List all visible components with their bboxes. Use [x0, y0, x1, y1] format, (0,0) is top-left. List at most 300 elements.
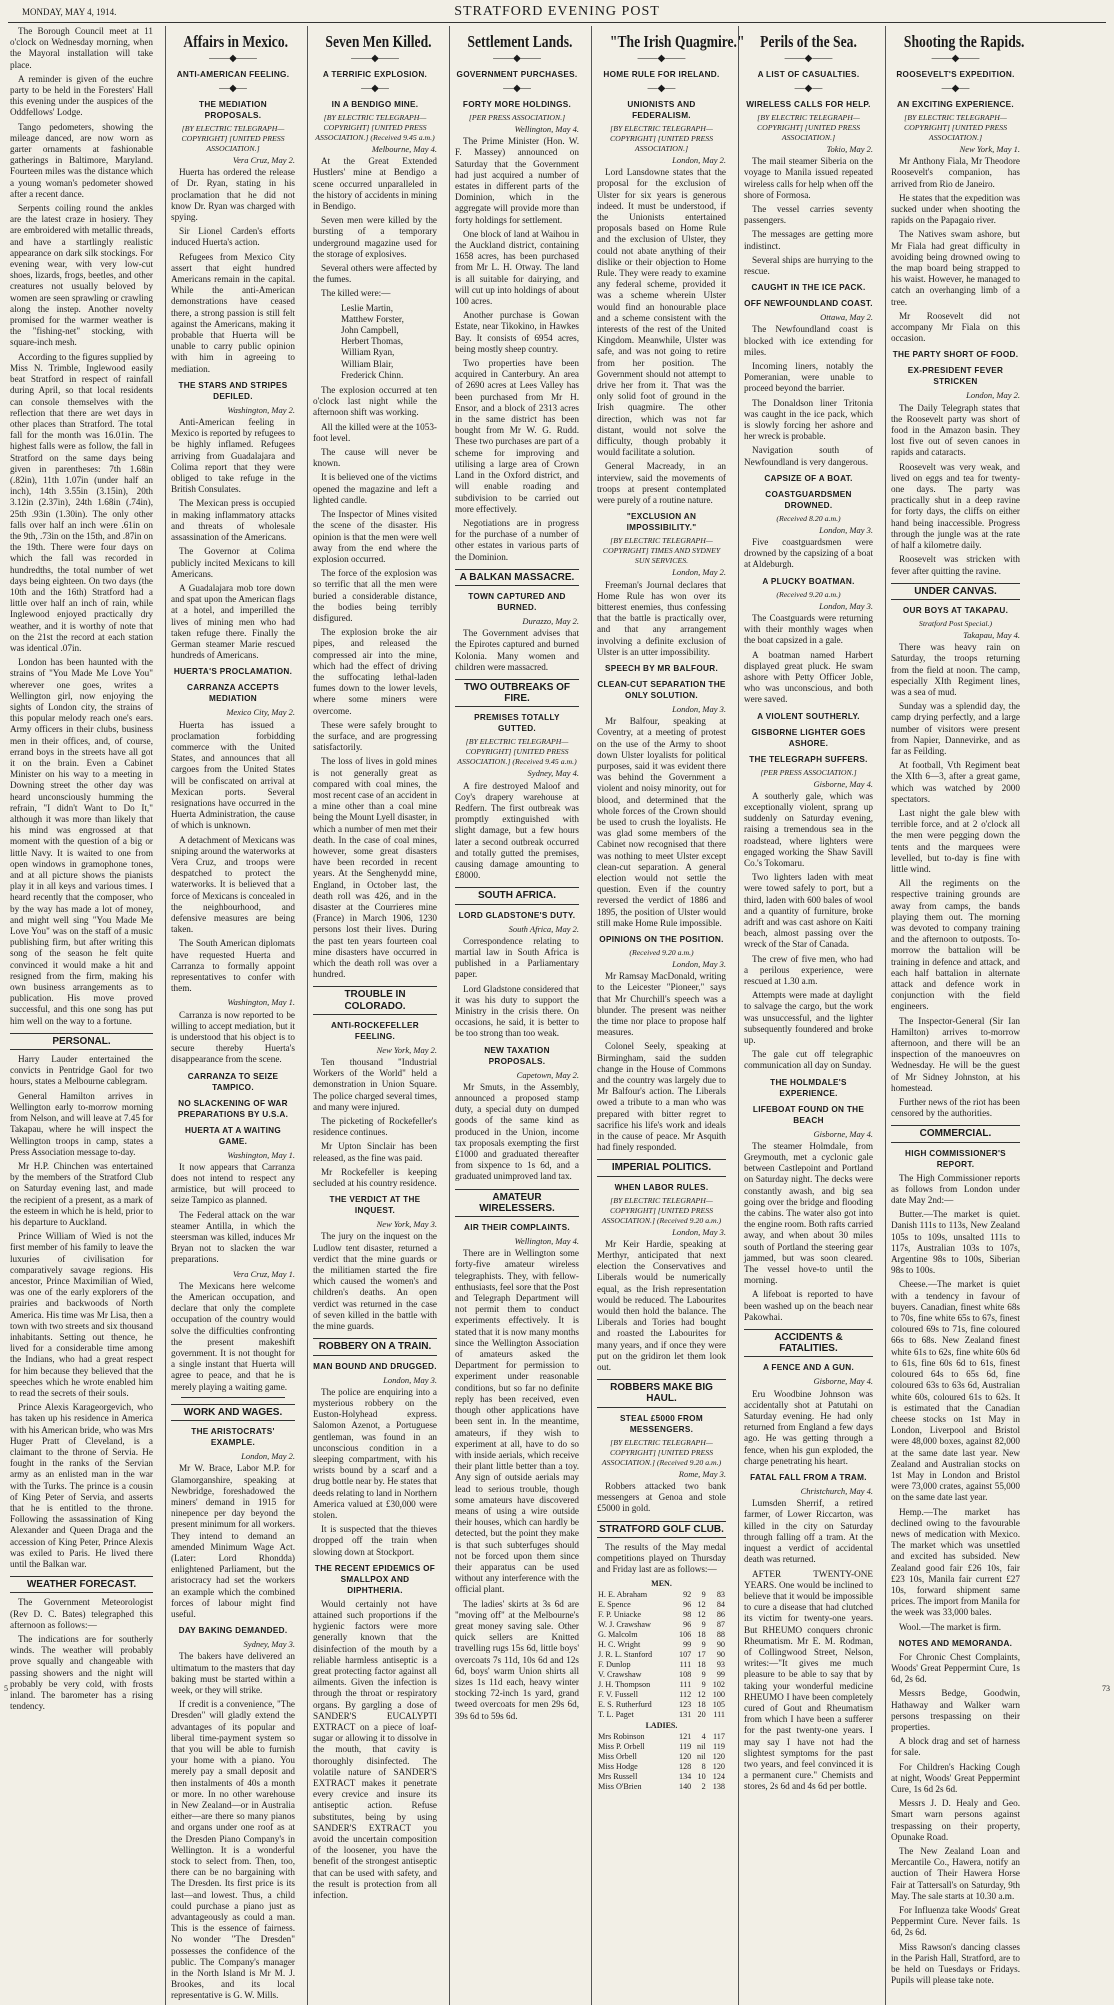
list-item: Frederick Chinn.: [341, 369, 404, 380]
dateline: Tokio, May 2.: [826, 144, 873, 154]
article-body: [313, 1387, 437, 1558]
player-name: Miss Hodge: [598, 1762, 638, 1772]
paragraph: The High Commissioner reports as follows from London under date May 2nd:—: [891, 1172, 1020, 1206]
subhead: AN EXCITING EXPERIENCE.: [897, 100, 1014, 109]
article-body: [171, 417, 295, 661]
paragraph: Mr H.P. Chinchen was entertained by the members of the Stratford Club on Saturday evening last, and made the recipient of a present, as a mark of the esteem in which he is held, prior to his departure to Auckland.: [10, 1160, 153, 1227]
score-cell: 120: [712, 1762, 725, 1772]
score-cell: 17: [697, 1650, 706, 1660]
article-body: [313, 1057, 437, 1189]
paragraph: There was heavy rain on Saturday, the troops returning from the field at noon. The camp, especially XIth Regiment lines, was a sea of mud.: [891, 642, 1020, 697]
article-body: [744, 1389, 873, 1467]
paragraph: The Donaldson liner Tritonia was caught in the ice pack, which is slowly forcing her ashore and her wreck is probable.: [744, 397, 873, 442]
paragraph: The New Zealand Loan and Mercantile Co., Hawera, notify an auction of Their Hawera Horse Fair at Tattersall's on Saturday, 9th May. The sale starts at 10.30 a.m.: [891, 1846, 1020, 1901]
subhead: OUR BOYS AT TAKAPAU.: [902, 605, 1009, 615]
dateline: Sydney, May 4.: [527, 768, 579, 779]
subhead: A TERRIFIC EXPLOSION.: [322, 70, 428, 79]
paragraph: The messages are getting more indistinct.: [744, 229, 873, 251]
paragraph: The South American diplomats have requested Huerta and Carranza to formally appoint representatives to confer with them.: [171, 938, 295, 994]
paragraph: A boatman named Harbert displayed great pluck. He swam ashore with Petty Officer Joble, who was unconscious, and both were saved.: [744, 649, 873, 705]
paragraph: The force of the explosion was so terrific that all the men were buried a considerable distance, the bodies being terribly disfigured.: [313, 568, 437, 623]
paragraph: The Daily Telegraph states that the Roosevelt party was short of food in the Amazon basin. They lost five out of seven canoes in rapids and cataracts.: [891, 402, 1020, 458]
ladies-results: [597, 1732, 726, 1792]
dateline: Ottawa, May 2.: [820, 312, 873, 323]
article-body: [313, 385, 437, 980]
weather-heading: WEATHER FORECAST.: [10, 1576, 153, 1593]
table-row: [597, 1650, 726, 1660]
paragraph: Butter.—The market is quiet. Danish 111s to 113s, New Zealand 105s to 109s, unsalted 111s to 117s, Australian 103s to 107s, Argentine 98s to 100s, Siberian 98s to 100s.: [891, 1209, 1020, 1276]
paragraph: The picketing of Rockefeller's residence continues.: [313, 1116, 437, 1138]
dateline: Gisborne, May 4.: [813, 1376, 873, 1387]
article-body: [597, 971, 726, 1153]
paragraph: At football, Vth Regiment beat the XIth 6—3, after a great game, which was watched by 2000 spectators.: [891, 760, 1020, 804]
paragraph: Freeman's Journal declares that Home Rule has won over its bitterest enemies, thus confessing that the battle is practically over, and that any arrangement involving a definite exclusion of Ulster is an utter impossibility.: [597, 579, 726, 657]
subhead: IN A BENDIGO MINE.: [331, 100, 419, 109]
player-name: J. H. Thompson: [598, 1680, 651, 1690]
advertisement-body: [313, 1599, 437, 1901]
score-cell: 9: [701, 1670, 706, 1680]
paragraph: Two lighters laden with meat were towed safely to port, but a third, laden with 600 bales of wool and a quantity of furniture, broke adrift and was cast ashore on Kaiti beach, almost passing over the wreck of the Star of Canada.: [744, 872, 873, 950]
score-cell: 93: [716, 1660, 725, 1670]
subhead: COASTGUARDSMEN DROWNED.: [765, 489, 852, 510]
received-time: (Received 9.20 a.m.): [629, 947, 694, 957]
men-heading: MEN.: [651, 1579, 672, 1589]
columns: [8, 26, 1104, 2001]
paragraph: Mr Balfour, speaking at Coventry, at a meeting of protest on the use of the Army to shoot down Ulster loyalists for political purposes, said it was evident there was behind the Government a violent and noisy minority, out for blood, and determined that the whole forces of the Crown should be used to crush the loyalists. He was glad some members of the Cabinet now recognised that there was nothing to meet Ulster except clean-cut separation. A general election would not settle the question. Even if the country reversed the verdict of 1886 and 1895, the position of Ulster would still make Home Rule impossible.: [597, 716, 726, 928]
paragraph: Sunday was a splendid day, the camp drying perfectly, and a large number of visitors were present from Napier, Dannevirke, and as far as Feilding.: [891, 701, 1020, 756]
score-cell: 124: [712, 1772, 725, 1782]
subhead: EX-PRESIDENT FEVER STRICKEN: [907, 366, 1004, 387]
subhead: "EXCLUSION AN IMPOSSIBILITY.": [626, 512, 697, 533]
table-row: [597, 1600, 726, 1610]
wire-credit: [BY ELECTRIC TELEGRAPH—COPYRIGHT] [UNITED PRESS ASSOCIATION.] (Received 9.45 a.m.): [315, 113, 435, 142]
article-body: [171, 1463, 295, 1620]
paragraph: Mr Upton Sinclair has been released, as the fine was paid.: [313, 1141, 437, 1163]
subhead: A PLUCKY BOATMAN.: [762, 576, 855, 586]
paragraph: The Government advises that the Epirotes captured and burned Kolonia. Many women and children were massacred.: [455, 628, 579, 672]
paragraph: Attempts were made at daylight to salvage the cargo, but the work was unsuccessful, and the lighter subsequently foundered and broke up.: [744, 990, 873, 1045]
paragraph: Huerta has issued a proclamation forbidding commerce with the United States, and announces that all cargoes from the United States will be confiscated on arrival at Mexican ports. Several resignations have occurred in the Huerta Administration, the cause of which is unknown.: [171, 719, 295, 831]
column-3: [307, 26, 442, 2005]
paragraph: The cause will never be known.: [313, 447, 437, 469]
ornament-rule: —◆—: [941, 83, 970, 94]
paragraph: For Chronic Chest Complaints, Woods' Great Peppermint Cure, 1s 6d, 2s 6d.: [891, 1651, 1020, 1685]
subhead: UNIONISTS AND FEDERALISM.: [627, 100, 696, 120]
score-cell: 111: [679, 1660, 692, 1670]
paragraph: General Macready, in an interview, said the movements of troops at present contemplated were purely of a routine nature.: [597, 461, 726, 506]
score-cell: 121: [678, 1732, 692, 1742]
score-cell: 83: [716, 1590, 725, 1600]
score-cell: 10: [697, 1772, 706, 1782]
headline-south-africa: SOUTH AFRICA.: [455, 887, 579, 904]
headline-irish-quagmire: "The Irish Quagmire.": [609, 32, 745, 51]
dateline: South Africa, May 2.: [508, 923, 579, 934]
paragraph: The vessel carries seventy passengers.: [744, 204, 873, 226]
headline-wireless: AMATEUR WIRELESSERS.: [455, 1189, 579, 1217]
paragraph: Incoming liners, notably the Pomeranian, were unable to proceed beyond the barrier.: [744, 361, 873, 394]
paragraph: One block of land at Waihou in the Auckland district, containing 1658 acres, has been purchased from Mr L. H. Otway. The land is all suitable for dairying, and will cut up into holdings of about 100 acres.: [455, 228, 579, 307]
table-row: [597, 1630, 726, 1640]
ornament-rule: —◆—: [219, 83, 247, 94]
score-cell: 88: [716, 1630, 725, 1640]
list-item: Matthew Forster,: [341, 313, 404, 324]
article-body: [313, 1231, 437, 1332]
player-name: Miss P. Orbell: [598, 1742, 645, 1752]
subhead: HOME RULE FOR IRELAND.: [603, 70, 720, 79]
subhead: ANTI-AMERICAN FEELING.: [176, 70, 290, 79]
subhead: AIR THEIR COMPLAINTS.: [464, 1223, 570, 1233]
paragraph: The steamer Holmdale, from Greymouth, met a cyclonic gale between Castlepoint and Portland on Saturday night. The decks were constantly awash, and big sea going over the bridge and flooding the cabins. The water also got into the engine room. Both rafts carried away, and when about 30 miles south of Portland the steering gear jammed, but was soon cleared. The vessel hove-to until the morning.: [744, 1140, 873, 1286]
dateline: London, May 3.: [672, 1226, 726, 1237]
article-body: [744, 324, 873, 467]
ornament-rule: ——◆——: [209, 53, 257, 64]
player-name: J. R. L. Stanford: [598, 1650, 653, 1660]
table-row: [597, 1762, 726, 1772]
article-body: [597, 1481, 726, 1515]
paragraph: Seven men were killed by the bursting of a temporary underground magazine used for the storage of explosives.: [313, 215, 437, 259]
article-body: [455, 936, 579, 1040]
paragraph: All the regiments on the respective training grounds are away from camps, the bands playing them out. The morning was devoted to company training and the afternoon to outposts. To-morrow the battalion will be training in defence and attack, and each half battalion in alternate attack and defence work in conjunction with the field engineers.: [891, 878, 1020, 1012]
score-cell: 18: [697, 1700, 706, 1710]
paragraph: The killed were:—: [321, 288, 391, 299]
column-4: [449, 26, 584, 2005]
subhead: THE VERDICT AT THE INQUEST.: [329, 1195, 421, 1216]
player-name: Miss O'Brien: [598, 1782, 642, 1792]
player-name: Miss Orbell: [598, 1752, 637, 1762]
personal-heading: PERSONAL.: [10, 1033, 153, 1050]
subhead: A FENCE AND A GUN.: [762, 1363, 855, 1373]
paragraph: The explosion broke the air pipes, and released the compressed air into the mine, which had the effect of driving the suffocating lethal-laden fumes down to the lower levels, where some miners were overcome.: [313, 627, 437, 716]
subhead: WIRELESS CALLS FOR HELP.: [746, 100, 871, 109]
headline-fire: TWO OUTBREAKS OF FIRE.: [455, 679, 579, 707]
column-1: [8, 26, 158, 2005]
table-row: [597, 1590, 726, 1600]
notes-body: [891, 1652, 1020, 1987]
special-credit: Stratford Post Special.): [918, 618, 993, 628]
score-cell: 138: [712, 1782, 725, 1792]
dateline: Gisborne, May 4.: [813, 778, 873, 789]
dateline: Sydney, May 3.: [243, 1639, 295, 1650]
score-cell: 107: [678, 1650, 692, 1660]
headline-settlement-lands: Settlement Lands.: [467, 32, 573, 51]
score-cell: 84: [716, 1600, 725, 1610]
score-cell: 117: [713, 1732, 725, 1742]
column-6: [738, 26, 878, 2005]
article-body: [171, 167, 295, 375]
headline-mexico: Affairs in Mexico.: [183, 32, 289, 51]
headline-commercial: COMMERCIAL.: [891, 1125, 1020, 1142]
subhead: PREMISES TOTALLY GUTTED.: [474, 713, 560, 734]
dateline: New York, May 1.: [959, 144, 1020, 154]
player-name: F. Dunlop: [598, 1660, 631, 1670]
dateline: London, May 3.: [819, 600, 873, 611]
score-cell: 12: [697, 1690, 706, 1700]
paragraph: The Mexican press is occupied in making inflammatory attacks and threats of wholesale assassination of the Americans.: [171, 498, 295, 543]
dateline: London, May 3.: [383, 1374, 437, 1385]
player-name: H. E. Abraham: [598, 1590, 648, 1600]
table-row: [597, 1640, 726, 1650]
paragraph: The Mexicans here welcome the American occupation, and declare that only the complete occupation of the country would solve the difficulties confronting the present makeshift government. It is not thought for a single instant that Huerta will agree to peace, and that he is merely playing a waiting game.: [171, 1280, 295, 1392]
table-row: [597, 1620, 726, 1630]
ornament-rule: —◆—: [503, 83, 531, 94]
player-name: E. S. Rutherfurd: [598, 1700, 652, 1710]
subhead: ROOSEVELT'S EXPEDITION.: [896, 70, 1015, 79]
paragraph: He states that the expedition was sucked under when shooting the rapids on the Papagaio river.: [891, 192, 1020, 226]
paragraph: If credit is a convenience, "The Dresden" will gladly extend the advantages of its popular and liberal time-payment system so that you will be able to furnish your home with a piano. You merely pay a small deposit and then instalments of 40s a month or more. In no other warehouse in New Zealand—or in Australia either—are there so many pianos and organs under one roof as at the Dresden Piano Company's in Wellington. It is a wonderful stock to select from. Then, too, there can be no bargaining with The Dresden. Its first price is its last—and lowest. Thus, a child could purchase a piano just as advantageously as could a man. This is the essence of fairness. No wonder "The Dresden" possesses the confidence of the public. The Company's manager in the North Island is Mr M. J. Brookes, and its local representative is G. W. Mills.: [171, 1699, 295, 2001]
paragraph: Lumsden Sherrif, a retired farmer, of Lower Riccarton, was killed in the city on Saturday through falling off a tram. At the inquest a verdict of accidental death was returned.: [744, 1498, 873, 1565]
table-row: [597, 1782, 726, 1792]
score-cell: nil: [697, 1742, 706, 1752]
paragraph: Prince William of Wied is not the first member of his family to leave the luxuries of civilisation for comparatively savage regions. His ancestor, Prince Maximilian of Wied, was one of the early explorers of the prairies and backwoods of North America. His time was Mr Lisa, then a town with two streets and six thousand inhabitants. Setting out thence, he lived for a considerable time among the Indians, who had a great respect for him because they believed that the speeches which he wrote enabled him to read the secrets of their souls.: [10, 1231, 153, 1398]
paragraph: Mr Smuts, in the Assembly, announced a proposed stamp duty, a special duty on dumped goods of the same kind as produced in the Union, income tax proposals exempting the first £1000 and graduated thereafter from sixpence to 1s 6d, and a graduated unimproved land tax.: [455, 1081, 579, 1182]
table-row: [597, 1660, 726, 1670]
paragraph: Mr Ramsay MacDonald, writing to the Leicester "Pioneer," says that Mr Churchill's speech was a blunder. The present was neither the time nor place to propose half measures.: [597, 971, 726, 1038]
local-notes: [10, 26, 153, 1027]
subhead: TOWN CAPTURED AND BURNED.: [468, 591, 566, 612]
paragraph: The Prime Minister (Hon. W. F. Massey) announced on Saturday that the Government had just acquired a number of estates in different parts of the Dominion, which in the aggregate will provide more than forty holdings for settlement.: [455, 136, 579, 225]
paragraph: The bakers have delivered an ultimatum to the masters that day baking must be started within a week, or they will strike.: [171, 1651, 295, 1695]
score-cell: 2: [701, 1782, 706, 1792]
score-cell: 12: [697, 1600, 706, 1610]
score-cell: 131: [678, 1710, 692, 1720]
paragraph: A detachment of Mexicans was sniping around the waterworks at Vera Cruz, and troops were despatched to protect the waterworks. It is believed that a force of Mexicans is concealed in the neighbourhood, and defensive measures are being taken.: [171, 834, 295, 935]
paragraph: For Children's Hacking Cough at night, Woods' Great Peppermint Cure, 1s 6d 2s 6d.: [891, 1761, 1020, 1794]
score-cell: 100: [712, 1690, 725, 1700]
paragraph: All the killed were at the 1053-foot level.: [313, 421, 437, 443]
player-name: Mrs Russell: [598, 1772, 638, 1782]
issue-date: MONDAY, MAY 4, 1914.: [22, 7, 117, 17]
table-row: [597, 1700, 726, 1710]
subhead: GISBORNE LIGHTER GOES ASHORE.: [751, 727, 866, 748]
dateline: Vera Cruz, May 2.: [232, 155, 295, 165]
subhead: NEW TAXATION PROPOSALS.: [484, 1045, 550, 1066]
paragraph: The gale cut off telegraphic communication all day on Sunday.: [744, 1049, 873, 1071]
subhead: MAN BOUND AND DRUGGED.: [313, 1361, 437, 1371]
subhead: THE MEDIATION PROPOSALS.: [199, 100, 267, 120]
dateline: Mexico City, May 2.: [226, 707, 295, 718]
subhead: THE PARTY SHORT OF FOOD.: [892, 350, 1019, 360]
dateline: Capetown, May 2.: [516, 1069, 579, 1080]
paragraph: Lord Lansdowne states that the proposal for the exclusion of Ulster for six years is generous indeed. It must be understood, if the Unionists entertained proposals based on Home Rule and the exclusion of Ulster, they could not abate anything of their dislike or their objection to Home Rule. They were ready to examine any federal scheme, provided it was a scheme wherein Ulster would find an honourable place and a scheme consistent with the interests of the rest of the United Kingdom. Meanwhile, Ulster was safe, and was not going to retire from her position. The Government should not attempt to drive her from it. That was the only solid foot of ground in the Irish quagmire. The other direction, which was not far distant, would not solve the difficulty, though probably it would facilitate a solution.: [597, 167, 726, 458]
paragraph: The Governor at Colima publicly incited Mexicans to kill Americans.: [171, 546, 295, 579]
article-body: [455, 628, 579, 673]
paragraph: Mr Anthony Fiala, Mr Theodore Roosevelt's companion, has arrived from Rio de Janeiro.: [891, 156, 1020, 189]
subhead: CAPSIZE OF A BOAT.: [764, 473, 853, 483]
dateline: London, May 2.: [672, 567, 726, 578]
score-cell: 9: [701, 1680, 706, 1690]
score-cell: 99: [683, 1640, 692, 1650]
paragraph: Roosevelt was very weak, and lived on eggs and tea for twenty-one days. The party was practically shut in a deep ravine for forty days, the cliffs on either hand being inaccessible. Progress through the jungle was at the rate of half a kilometre daily.: [891, 461, 1020, 551]
paragraph: The Newfoundland coast is blocked with ice extending for miles.: [744, 324, 873, 357]
table-row: [597, 1742, 726, 1752]
paragraph: The crew of five men, who had a perilous experience, were rescued at 1.30 a.m.: [744, 953, 873, 986]
dateline: Rome, May 3.: [678, 1468, 726, 1479]
article-body: [455, 136, 579, 563]
dateline: Takapau, May 4.: [963, 629, 1020, 640]
score-cell: 92: [683, 1590, 692, 1600]
dateline: Wellington, May 4.: [514, 124, 579, 134]
table-row: [597, 1710, 726, 1720]
article-body: [891, 156, 1020, 344]
article-body: [313, 156, 437, 299]
player-name: Mrs Robinson: [598, 1732, 645, 1742]
score-cell: 120: [678, 1752, 692, 1762]
paragraph: The jury on the inquest on the Ludlow tent disaster, returned a verdict that the mine guards or the militiamen started the fire which caused the women's and children's deaths. An open verdict was returned in the case of seven killed in the battle with the mine guards.: [313, 1231, 437, 1332]
paragraph: Tango pedometers, showing the mileage danced, are now worn as garter ornaments at fashionable gatherings in Baltimore, Maryland. Fourteen miles was the distance which a young woman's pedometer showed after a recent dance.: [10, 121, 153, 199]
subhead: STEAL £5000 FROM MESSENGERS.: [620, 1413, 703, 1434]
men-results: [597, 1590, 726, 1720]
dateline: Vera Cruz, May 1.: [232, 1268, 295, 1279]
list-item: John Campbell,: [341, 325, 399, 336]
subhead: GOVERNMENT PURCHASES.: [456, 70, 578, 79]
paragraph: For Influenza take Woods' Great Peppermint Cure. Never fails. 1s 6d, 2s 6d.: [891, 1905, 1020, 1938]
paragraph: Messrs J. D. Healy and Geo. Smart warn persons against trespassing on their property, Opunake Road.: [891, 1798, 1020, 1842]
player-name: E. Spence: [598, 1600, 631, 1610]
wire-credit: [PER PRESS ASSOCIATION.]: [760, 767, 857, 777]
score-cell: 105: [712, 1700, 725, 1710]
article-body: [744, 1498, 873, 1792]
dateline: Washington, May 1.: [227, 1149, 295, 1160]
article-body: [455, 1082, 579, 1183]
dateline: Gisborne, May 4.: [813, 1128, 873, 1139]
player-name: G. Malcolm: [598, 1630, 638, 1640]
paragraph: A southerly gale, which was exceptionally violent, sprang up suddenly on Saturday evening, raising a tremendous sea in the roadstead, where lighters were engaged working the Shaw Savill Co.'s Tokomaru.: [744, 790, 873, 868]
paragraph: Another purchase is Gowan Estate, near Tikokino, in Hawkes Bay. It consists of 6954 acres, being mostly sheep country.: [455, 310, 579, 354]
paragraph: Mr Keir Hardie, speaking at Merthyr, anticipated that next election the Conservatives and Liberals would be numerically equal, as the Irish representation would be reduced. The Labourites would then hold the balance. The Liberals and Tories had bought and roasted the Labourites for many years, and if once they were put on the gridiron let them look out.: [597, 1238, 726, 1373]
headline-shooting-rapids: Shooting the Rapids.: [903, 32, 1025, 51]
dateline: London, May 2.: [966, 390, 1020, 401]
wire-credit: [BY ELECTRIC TELEGRAPH—COPYRIGHT] [UNITED PRESS ASSOCIATION.]: [181, 124, 285, 153]
paragraph: Navigation south of Newfoundland is very dangerous.: [744, 445, 873, 467]
paragraph: A block drag and set of harness for sale.: [891, 1736, 1020, 1758]
footer-mark-left: 5: [4, 1684, 8, 1693]
table-row: [597, 1752, 726, 1762]
paragraph: A fire destroyed Maloof and Coy's drapery warehouse at Redfern. The first outbreak was promptly extinguished with slight damage, but a few hours later a second outbreak occurred and totally gutted the premises, causing damage amounting to £8000.: [455, 780, 579, 881]
score-cell: 86: [716, 1610, 725, 1620]
weather-notes: [10, 1597, 153, 1712]
paragraph: Ten thousand "Industrial Workers of the World" held a demonstration in Union Square. The police charged several times, and many were injured.: [313, 1057, 437, 1112]
paragraph: It is believed one of the victims opened the magazine and left a lighted candle.: [313, 472, 437, 505]
subhead: THE ARISTOCRATS' EXAMPLE.: [191, 1427, 275, 1448]
dateline: London, May 3.: [819, 524, 873, 535]
player-name: W. J. Crawshaw: [598, 1620, 651, 1630]
paragraph: Messrs Bedge, Goodwin, Hathaway and Walker warn persons trespassing on their properties.: [891, 1688, 1020, 1732]
paragraph: The Natives swam ashore, but Mr Fiala had great difficulty in avoiding being drowned owing to the map board being strapped to his waist. However, he managed to catch an overhanging limb of a tree.: [891, 229, 1020, 307]
subhead: A VIOLENT SOUTHERLY.: [757, 711, 860, 721]
subhead: LIFEBOAT FOUND ON THE BEACH: [752, 1104, 865, 1125]
subhead: CAUGHT IN THE ICE PACK.: [751, 283, 866, 293]
score-cell: 4: [701, 1732, 706, 1742]
paragraph: Last night the gale blew with terrible force, and at 2 o'clock all the men were pegging down the tents and the marquees were levelled, but to-day is fine with little wind.: [891, 807, 1020, 874]
score-cell: 111: [713, 1710, 725, 1720]
paragraph: Refugees from Mexico City assert that eight hundred Americans remain in the capital. While the anti-American demonstrations have ceased there, a strong passion is still felt against the Americans, making it probable that Huerta will be unable to carry public opinion with him in agreeing to mediation.: [171, 251, 295, 374]
subhead: THE STARS AND STRIPES DEFILED.: [178, 380, 288, 401]
subhead: THE TELEGRAPH SUFFERS.: [749, 754, 868, 764]
subhead: OPINIONS ON THE POSITION.: [599, 934, 724, 944]
paragraph: The ladies' skirts at 3s 6d are "moving off" at the Melbourne's great money saving sale. Other quick sellers are Knitted travelling rugs 15s 6d, little boys' overcoats 7s 11d, 10s 6d and 12s 6d, boys' warm Union shirts all sizes 1s 11d each, heavy winter stocking 72-inch 1s yard, grand tweed overcoats for men 29s 6d, 39s 6d to 59s 6d.: [455, 1598, 579, 1721]
article-body: [597, 1239, 726, 1373]
score-cell: 9: [701, 1640, 706, 1650]
paragraph: A lifeboat is reported to have been washed up on the beach near Pakowhai.: [744, 1289, 873, 1322]
ornament-rule: ——◆——: [784, 53, 833, 64]
paragraph: Would certainly not have attained such proportions if the hygienic factors were more generally known that the disinfection of the mouth by a reliable harmless antiseptic is a great protecting factor against all ailments. Given the infection is through the throat or respiratory organs. By gargling a dose of SANDER'S EUCALYPTI EXTRACT on a piece of loaf-sugar or allowing it to dissolve in the mouth, that cavity is thoroughly disinfected. The volatile nature of SANDER'S EXTRACT makes it penetrate every crevice and insure its antiseptic action. Refuse substitutes, being by using SANDER'S EXTRACT you avoid the uncertain composition of the loosener, you have the benefit of the strongest antiseptic that can be used with safety, and the result is protection from all infection.: [313, 1598, 437, 1901]
ornament-rule: —◆—: [361, 83, 389, 94]
subhead: LORD GLADSTONE'S DUTY.: [458, 910, 576, 920]
score-cell: 112: [679, 1690, 692, 1700]
player-name: T. L. Paget: [598, 1710, 634, 1720]
score-cell: 98: [683, 1610, 692, 1620]
paragraph: The results of the May medal competitions played on Thursday and Friday last are as follows:—: [597, 1541, 726, 1575]
paragraph: Wool.—The market is firm.: [899, 1621, 1002, 1632]
score-cell: nil: [697, 1752, 706, 1762]
victims-list: [313, 303, 437, 381]
headline-accidents: ACCIDENTS & FATALITIES.: [744, 1329, 873, 1357]
score-cell: 108: [678, 1670, 692, 1680]
score-cell: 90: [716, 1650, 725, 1660]
headline-perils-sea: Perils of the Sea.: [760, 32, 857, 51]
score-cell: 119: [713, 1742, 725, 1752]
wire-credit: [BY ELECTRIC TELEGRAPH—COPYRIGHT] [UNITED PRESS ASSOCIATION.]: [609, 124, 714, 153]
score-cell: 9: [701, 1620, 706, 1630]
subhead: HUERTA AT A WAITING GAME.: [184, 1125, 282, 1146]
score-cell: 8: [701, 1762, 706, 1772]
paragraph: Correspondence relating to martial law in South Africa is published in a Parliamentary paper.: [455, 935, 579, 980]
paragraph: The Inspector of Mines visited the scene of the disaster. His opinion is that the men were well away from the end where the explosion occurred.: [313, 509, 437, 564]
subhead: FORTY MORE HOLDINGS.: [462, 100, 572, 109]
subhead: CARRANZA ACCEPTS MEDIATION: [187, 683, 279, 704]
subhead: OFF NEWFOUNDLAND COAST.: [744, 299, 873, 309]
paragraph: Lord Gladstone considered that it was his duty to support the Ministry in the crisis there. On occasions, he said, it is better to be too strong than too weak.: [455, 983, 579, 1039]
score-cell: 134: [678, 1772, 692, 1782]
score-cell: 99: [716, 1670, 725, 1680]
score-cell: 18: [697, 1630, 706, 1640]
article-body: [455, 1248, 579, 1722]
wire-credit: [BY ELECTRIC TELEGRAPH—COPYRIGHT] [UNITED PRESS ASSOCIATION.]: [756, 113, 861, 142]
article-body: [891, 403, 1020, 577]
paragraph: Roosevelt was stricken with fever after quitting the ravine.: [891, 554, 1020, 576]
ornament-rule: ——◆——: [493, 53, 541, 64]
article-body: [744, 613, 873, 706]
subhead: CARRANZA TO SEIZE TAMPICO.: [187, 1071, 279, 1092]
subhead: NO SLACKENING OF WAR PREPARATIONS BY U.S.A.: [177, 1098, 289, 1119]
dateline: Melbourne, May 4.: [371, 144, 437, 154]
player-name: F. V. Fussell: [598, 1690, 638, 1700]
article-body: [171, 1010, 295, 1066]
article-body: [891, 1173, 1020, 1633]
paragraph: Hemp.—The market has declined owing to the favourable news of medication with Mexico. The market which was unsettled and excited has subsided. New Zealand good fair £26 10s, fair £23 10s, Manila fair current £27 10s, forward shipment same prices. The import from Manila for the week was 33,000 bales.: [891, 1506, 1020, 1618]
paragraph: There are in Wellington some forty-five amateur wireless telegraphists. They, with fellow-enthusiasts, feel sore that the Post and Telegraph Department will not permit them to conduct experiments effectively. It is stated that it is now many months since the Wellington Association of amateurs asked the Department for permission to experiment under reasonable conditions, but so far no definite reply has been received, even though other applications have been sent in. In the meantime, amateurs, if they wish to experiment at all, have to do so with inside aerials, which receive their plant little better than a toy. Any sign of outside aerials may lead to serious trouble, though some amateurs have discovered means of using a wire outside their houses, which can hardly be detected, but the point they make is that such subterfuges should not be forced upon them since their apparatus can be used without any interference with the official plant.: [455, 1248, 580, 1595]
paragraph: Several ships are hurrying to the rescue.: [744, 254, 873, 277]
score-cell: 140: [678, 1782, 692, 1792]
score-cell: 106: [678, 1630, 692, 1640]
headline-balkan: A BALKAN MASSACRE.: [455, 569, 579, 586]
dateline: Washington, May 2.: [227, 404, 295, 415]
paragraph: These were safely brought to the surface, and are progressing satisfactorily.: [313, 719, 437, 753]
list-item: Herbert Thomas,: [341, 336, 404, 347]
player-name: F. P. Uniacke: [598, 1610, 642, 1620]
paragraph: According to the figures supplied by Miss N. Trimble, Inglewood easily beat Stratford in respect of rainfall during April, so that local residents can console themselves with the reflection that there are wet days in other places than Stratford. The total fall for the month was 16.01in. The highest falls were as follow, the fall in Stratford on the same days being given in parentheses: 7th 1.68in (.82in), 11th 1.07in (under half an inch), 14th 3.55in (3.15in), 20th 3.12in (2.37in), 24th 1.68in (.74in), 25th .93in (1.30in). The only other falls over half an inch were .61in on the 9th, .73in on the 15th, and .87in on the 19th. There were four days on which the fall was recorded in hundredths, the total number of wet days being eighteen. On two days (the 10th and the 16th) Stratford had a little over half an inch of rain, while Inglewood enjoyed practically dry weather, and it is worthy of note that on the 21st the record at each station was identical .07in.: [10, 351, 153, 653]
paragraph: The explosion occurred at ten o'clock last night while the afternoon shift was working.: [313, 385, 437, 418]
paragraph: Sir Lionel Carden's efforts induced Huerta's action.: [171, 226, 295, 248]
score-cell: 123: [678, 1700, 692, 1710]
column-5: [591, 26, 745, 2005]
table-row: [597, 1732, 726, 1742]
paragraph: Anti-American feeling in Mexico is reported by refugees to be highly inflamed. Refugees arriving from Guadalajara and Colima report that they were obliged to take refuge in the British Consulates.: [171, 417, 295, 495]
ornament-rule: ——◆——: [931, 53, 980, 64]
dateline: Durazzo, May 2.: [522, 615, 579, 626]
article-body: [744, 791, 873, 1072]
personal-notes: [10, 1054, 153, 1570]
